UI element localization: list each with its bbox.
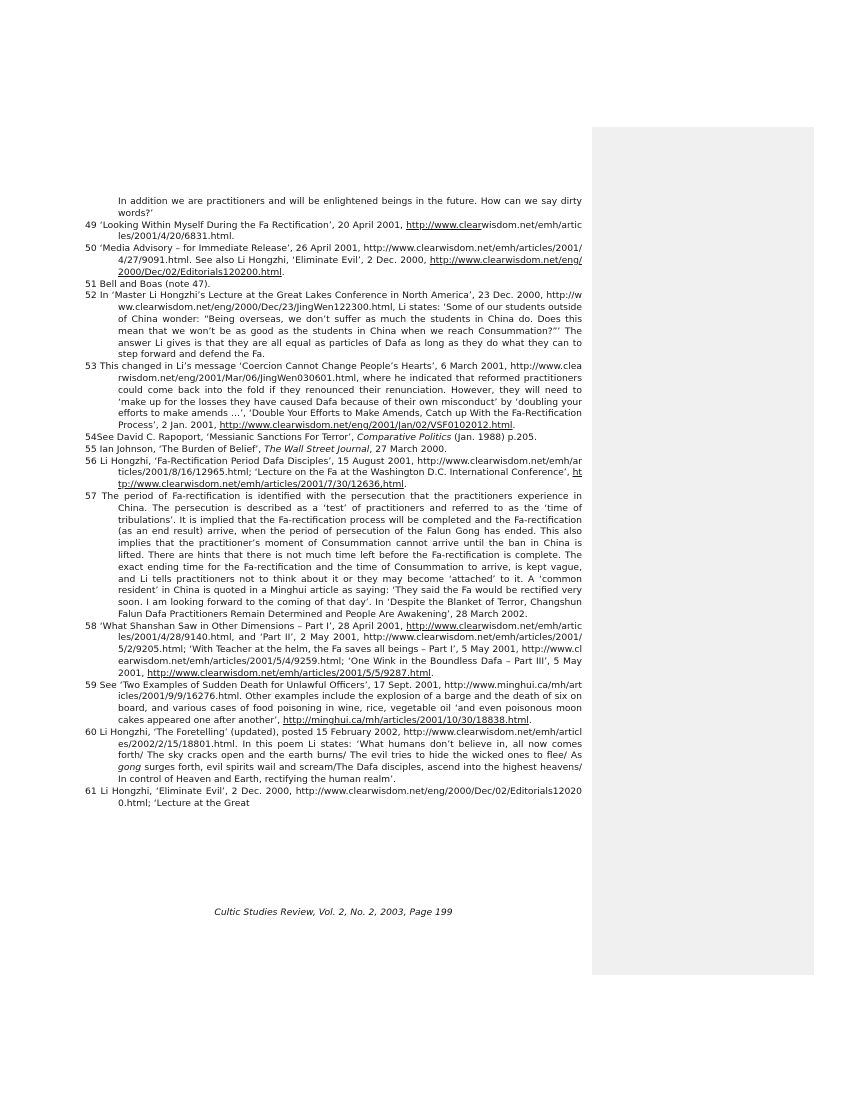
footnote-text: In addition we are practitioners and will be enlightened beings in the future. How can we say dirty words?’ xyxy=(118,196,582,219)
footnote-number: 61 xyxy=(85,785,97,797)
footnote-text: Other examples include the explosion of a barge and the death of six on board, and various cases of food poisoning in wine, rice, vegetable oil ‘and even poisonous moon cakes appeared one after another’, xyxy=(118,691,582,727)
footnote-text: Li states: ‘Some of our students outside of China wonder: “Being overseas, we don’t suffer as much the students in China do. Does this mean that we won’t be as good as the students in China when we reach Consummation?”’ The answer Li gives is that they are all equal as particles of Dafa as long as they do what they can to step forward and defend the Fa. xyxy=(118,302,582,361)
footnote-text: The period of Fa-rectification is identified with the persecution that the practitioners experience in China. The persecution is described as a ‘test’ of practitioners and referred to as the ‘time of tribulations’. It is implied that the Fa-rectification process will be completed and the Fa-rectification (as an end result) arrive, when the period of persecution of the Falun Gong has ended. This also implies that the practitioner’s moment of Consummation cannot arrive until the ban in China is lifted. There are hints that there is not much time left before the Fa-rectification is complete. The exact ending time for the Fa-rectification and the time of Consummation to arrive, is kept vague, and Li tells practitioners not to think about it or they may become ‘attached’ to it. A ‘common resident’ in China is quoted in a Minghui article as saying: ‘They said the Fa would be rectified very soon. I am looking forward to the coming of that day’. In ‘Despite the Blanket of Terror, Changshun Falun Dafa Practitioners Remain Determined and People Are Awakening’, 28 March 2002. xyxy=(96,490,582,620)
footnote-number: 54 xyxy=(85,431,97,443)
footnote-text: Bell and Boas (note 47). xyxy=(96,278,211,290)
footnote-number: 53 xyxy=(85,361,97,373)
footnote-text: ‘One Wink in the Boundless Dafa – Part III’, 5 May 2001, xyxy=(118,656,582,679)
footnote-text: See ‘Two Examples of Sudden Death for Unlawful Officers’, 17 Sept. 2001, xyxy=(96,679,445,691)
footnote-number: 56 xyxy=(85,455,97,467)
footnote-text: where he indicated that reformed practitioners could come back into the fold if they renounced their renunciation. However, they will need to ‘make up for the losses they have caused Dafa because of their own misconduct’ by ‘doubling your efforts to make amends …’, ‘Double Your Efforts to Make Amends, Catch up With the Fa-Rectification Process’, 2 Jan. 2001, xyxy=(118,372,582,432)
footnote-url: http://www.clearwisdom.net/emh/articles/2001/5/2/9205.html; xyxy=(118,632,582,656)
footnote-url: http://www.clearwisdom.net/emh/articles/2001/5/4/9259.html; xyxy=(118,644,582,668)
side-panel xyxy=(592,127,814,975)
footnote xyxy=(85,456,582,491)
footnote-text: (Jan. 1988) p.205. xyxy=(451,431,537,443)
footnote-url: http://www.minghui.ca/mh/articles/2001/9/9/16276.html. xyxy=(118,679,582,703)
footnote xyxy=(85,243,582,278)
footnote-link[interactable]: http://www.clearwisdom.net/eng/2000/Dec/02/Editorials120200.html xyxy=(118,254,582,278)
footnote-url: http://www.clearwisdom.net/emh/articles/2001/8/16/12965.html; xyxy=(118,455,582,479)
footnote-text: ‘Lecture at the Great xyxy=(150,797,250,809)
footnote-url: http://www.clearwisdom.net/eng/2001/Mar/06/JingWen030601.html, xyxy=(118,361,582,384)
page-footer: Cultic Studies Review, Vol. 2, No. 2, 2003, Page 199 xyxy=(214,907,453,918)
footnote-link[interactable]: http://www.clearwisdom.net/eng/2001/Jan/02/VSF0102012.html xyxy=(219,420,513,432)
footnote-text: . xyxy=(430,667,434,679)
footnote-number: 59 xyxy=(85,679,97,691)
footnote-text: , 27 March 2000. xyxy=(369,443,448,455)
footnote-text: Li Hongzhi, ‘The Foretelling’ (updated), posted 15 February 2002, xyxy=(96,726,404,738)
footnote xyxy=(85,196,582,220)
footnote-text: ‘Looking Within Myself During the Fa Rectification’, 20 April 2001, xyxy=(96,219,407,231)
footnote-text: This changed in Li’s message ‘Coercion Cannot Change People’s Hearts’, 6 March 2001, xyxy=(96,361,511,373)
footnote-text: See David C. Rapoport, ‘Messianic Sanctions For Terror’, xyxy=(96,431,357,443)
footnote-url: http://www.clearwisdom.net/eng/2000/Dec/02/Editorials120200.html; xyxy=(118,785,582,809)
footnote-text: . xyxy=(528,715,532,727)
footnote-text: . xyxy=(403,479,407,491)
footnote xyxy=(85,361,582,432)
footnote xyxy=(85,290,582,361)
footnote-text: Li Hongzhi, ‘Fa-Rectification Period Dafa Disciples’, 15 August 2001, xyxy=(96,455,418,467)
footnote-text: and ‘Part II’, 2 May 2001, xyxy=(234,632,364,644)
footnote-text: . xyxy=(512,420,516,432)
footnote-text: See also Li Hongzhi, ‘Eliminate Evil’, 2 Dec. 2000, xyxy=(191,254,430,266)
footnote-url: wisdom.net/emh/articles/2001/4/20/6831.html. xyxy=(118,219,582,243)
footnote-text: surges forth, evil spirits wail and scream/The Dafa disciples, ascend into the highest heavens/ In control of Heaven and Earth, rectifying the human realm’. xyxy=(118,762,582,786)
footnote xyxy=(85,786,582,810)
footnote xyxy=(85,621,582,680)
footnote-text: . xyxy=(281,266,285,278)
footnote-number: 51 xyxy=(85,278,97,290)
footnote xyxy=(85,444,582,456)
footnote-link[interactable]: http://www.clearwisdom.net/emh/articles/2001/5/5/9287.html xyxy=(147,667,431,679)
footnote-text: gong xyxy=(118,762,142,774)
footnote-url: http://www.clearwisdom.net/emh/articles/2002/2/15/18801.html. xyxy=(118,726,582,750)
footnote-link[interactable]: http://www.clear xyxy=(406,620,482,632)
footnote-link[interactable]: http://www.clearwisdom.net/emh/articles/2001/7/30/12636,html xyxy=(118,467,582,491)
footnote-number: 52 xyxy=(85,290,97,302)
footnote-number: 57 xyxy=(85,490,97,502)
footnote-number: 50 xyxy=(85,243,97,255)
footnotes-list xyxy=(85,196,582,809)
footnote-text: ‘Media Advisory – for Immediate Release’, 26 April 2001, xyxy=(96,243,364,255)
footnote xyxy=(85,727,582,786)
footnote xyxy=(85,491,582,621)
footnote-text: ‘What Shanshan Saw in Other Dimensions – Part I’, 28 April 2001, xyxy=(96,620,407,632)
footnote-text: In ‘Master Li Hongzhi’s Lecture at the Great Lakes Conference in North America’, 23 Dec. 2000, xyxy=(96,290,547,302)
footnote-text: Li Hongzhi, ‘Eliminate Evil’, 2 Dec. 2000, xyxy=(96,785,296,797)
footnote-link[interactable]: http://minghui.ca/mh/articles/2001/10/30/18838.html xyxy=(282,715,529,727)
footnote-text: In this poem Li states: ‘What humans don’t believe in, all now comes forth/ The sky cracks open and the earth burns/ The evil tries to hide the wicked ones to flee/ As xyxy=(118,738,582,762)
footnote xyxy=(85,680,582,727)
footnote xyxy=(85,279,582,291)
footnote-url: wisdom.net/emh/articles/2001/4/28/9140.html, xyxy=(118,620,582,644)
footnote xyxy=(85,432,582,444)
footnote-text: Comparative Politics xyxy=(356,431,452,443)
footnote-number: 60 xyxy=(85,726,97,738)
footnote-text: ‘With Teacher at the helm, the Fa saves all beings – Part I’, 5 May 2001, xyxy=(186,644,522,656)
footnote-text: The Wall Street Journal xyxy=(264,443,370,455)
footnote-text: ‘Lecture on the Fa at the Washington D.C. International Conference’, xyxy=(251,467,573,479)
footnote-url: http://www.clearwisdom.net/emh/articles/2001/4/27/9091.html. xyxy=(118,243,582,266)
footnote-link[interactable]: http://www.clear xyxy=(406,219,482,231)
footnote-number: 58 xyxy=(85,620,97,632)
footnote xyxy=(85,220,582,244)
footnote-number: 55 xyxy=(85,443,97,455)
footnote-text: Ian Johnson, ‘The Burden of Belief’, xyxy=(96,443,265,455)
footnote-number: 49 xyxy=(85,219,97,231)
footnote-url: http://www.clearwisdom.net/eng/2000/Dec/23/JingWen122300.html, xyxy=(118,290,582,314)
